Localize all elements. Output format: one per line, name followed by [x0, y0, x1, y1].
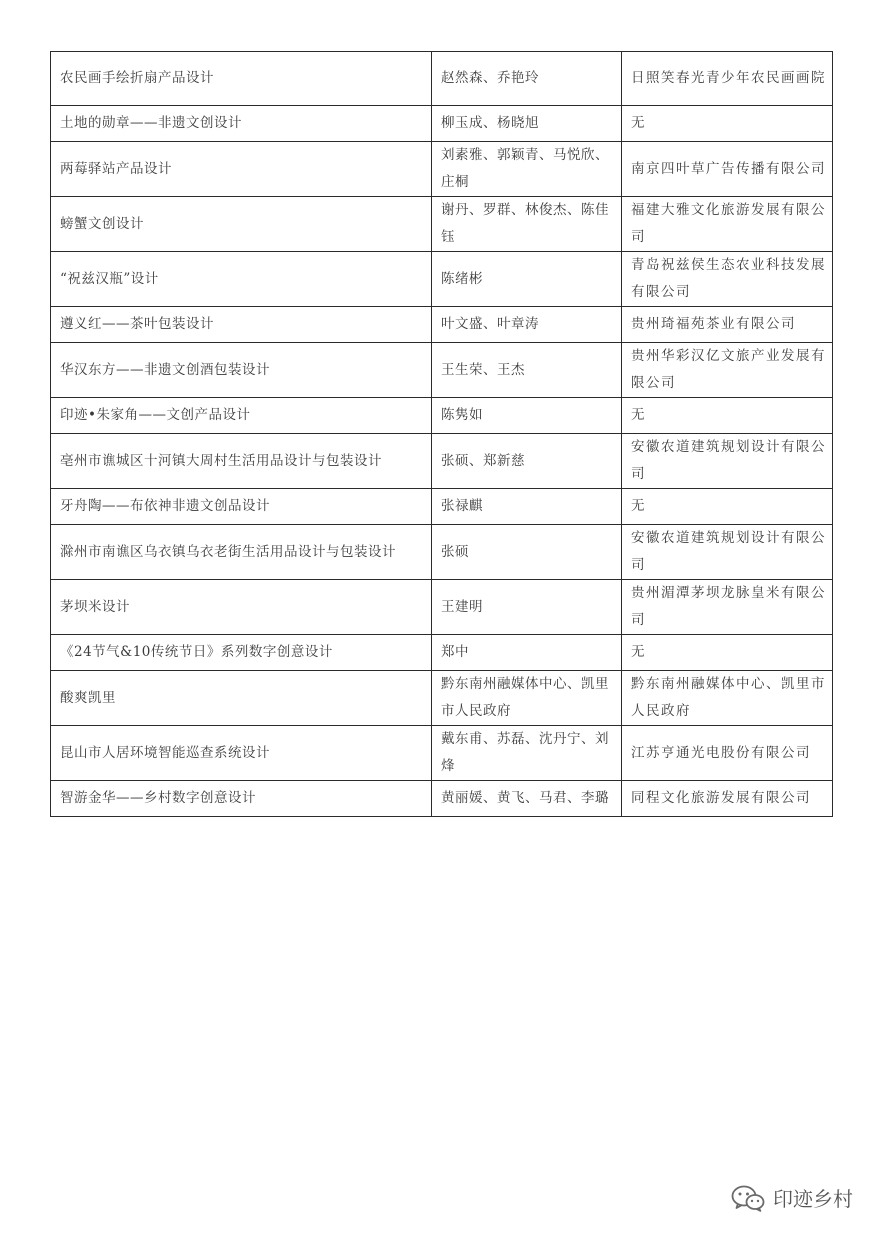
table-row	[51, 580, 833, 635]
unit-cell: 福建大雅文化旅游发展有限公司	[622, 197, 833, 252]
designers-cell: 黔东南州融媒体中心、凯里市人民政府	[432, 671, 622, 726]
unit-cell: 贵州琦福苑茶业有限公司	[622, 307, 833, 343]
unit-cell: 青岛祝兹侯生态农业科技发展有限公司	[622, 252, 833, 307]
designers-cell: 陈绪彬	[432, 252, 622, 307]
unit-cell: 贵州华彩汉亿文旅产业发展有限公司	[622, 343, 833, 398]
project-name-cell: 牙舟陶——布依神非遗文创品设计	[51, 489, 432, 525]
table-row	[51, 489, 833, 525]
project-name-cell: 印迹•朱家角——文创产品设计	[51, 398, 432, 434]
unit-cell: 南京四叶草广告传播有限公司	[622, 142, 833, 197]
project-name-cell: “祝兹汉瓶”设计	[51, 252, 432, 307]
unit-cell: 安徽农道建筑规划设计有限公司	[622, 525, 833, 580]
unit-cell: 无	[622, 489, 833, 525]
project-name-cell: 茅坝米设计	[51, 580, 432, 635]
table-row	[51, 434, 833, 489]
designers-cell: 郑中	[432, 635, 622, 671]
table-row	[51, 52, 833, 106]
table-row	[51, 781, 833, 817]
table-row	[51, 398, 833, 434]
designers-cell: 赵然森、乔艳玲	[432, 52, 622, 106]
project-name-cell: 土地的勋章——非遗文创设计	[51, 106, 432, 142]
project-name-cell: 螃蟹文创设计	[51, 197, 432, 252]
designers-cell: 黄丽媛、黄飞、马君、李璐	[432, 781, 622, 817]
table-row	[51, 106, 833, 142]
awards-table	[50, 51, 833, 817]
watermark-text: 印迹乡村	[773, 1187, 853, 1211]
project-name-cell: 两莓驿站产品设计	[51, 142, 432, 197]
wechat-icon	[731, 1184, 765, 1212]
unit-cell: 江苏亨通光电股份有限公司	[622, 726, 833, 781]
designers-cell: 张硕、郑新慈	[432, 434, 622, 489]
unit-cell: 安徽农道建筑规划设计有限公司	[622, 434, 833, 489]
table-row	[51, 197, 833, 252]
unit-cell: 无	[622, 635, 833, 671]
project-name-cell: 智游金华——乡村数字创意设计	[51, 781, 432, 817]
project-name-cell: 酸爽凯里	[51, 671, 432, 726]
designers-cell: 刘素雅、郭颖青、马悦欣、庄桐	[432, 142, 622, 197]
designers-cell: 王生荣、王杰	[432, 343, 622, 398]
table-row	[51, 635, 833, 671]
project-name-cell: 《24节气&10传统节日》系列数字创意设计	[51, 635, 432, 671]
table-row	[51, 252, 833, 307]
table-row	[51, 726, 833, 781]
designers-cell: 王建明	[432, 580, 622, 635]
table-row	[51, 142, 833, 197]
unit-cell: 黔东南州融媒体中心、凯里市人民政府	[622, 671, 833, 726]
project-name-cell: 遵义红——茶叶包装设计	[51, 307, 432, 343]
designers-cell: 陈隽如	[432, 398, 622, 434]
designers-cell: 张硕	[432, 525, 622, 580]
unit-cell: 无	[622, 106, 833, 142]
project-name-cell: 昆山市人居环境智能巡查系统设计	[51, 726, 432, 781]
designers-cell: 谢丹、罗群、林俊杰、陈佳钰	[432, 197, 622, 252]
unit-cell: 日照笑春光青少年农民画画院	[622, 52, 833, 106]
designers-cell: 柳玉成、杨晓旭	[432, 106, 622, 142]
watermark	[731, 1183, 853, 1212]
table-row	[51, 525, 833, 580]
designers-cell: 张禄麒	[432, 489, 622, 525]
project-name-cell: 华汉东方——非遗文创酒包装设计	[51, 343, 432, 398]
table-row	[51, 671, 833, 726]
unit-cell: 贵州湄潭茅坝龙脉皇米有限公司	[622, 580, 833, 635]
unit-cell: 同程文化旅游发展有限公司	[622, 781, 833, 817]
designers-cell: 戴东甫、苏磊、沈丹宁、刘烽	[432, 726, 622, 781]
project-name-cell: 滁州市南谯区乌衣镇乌衣老街生活用品设计与包装设计	[51, 525, 432, 580]
designers-cell: 叶文盛、叶章涛	[432, 307, 622, 343]
project-name-cell: 农民画手绘折扇产品设计	[51, 52, 432, 106]
project-name-cell: 亳州市谯城区十河镇大周村生活用品设计与包装设计	[51, 434, 432, 489]
table-row	[51, 343, 833, 398]
unit-cell: 无	[622, 398, 833, 434]
table-row	[51, 307, 833, 343]
